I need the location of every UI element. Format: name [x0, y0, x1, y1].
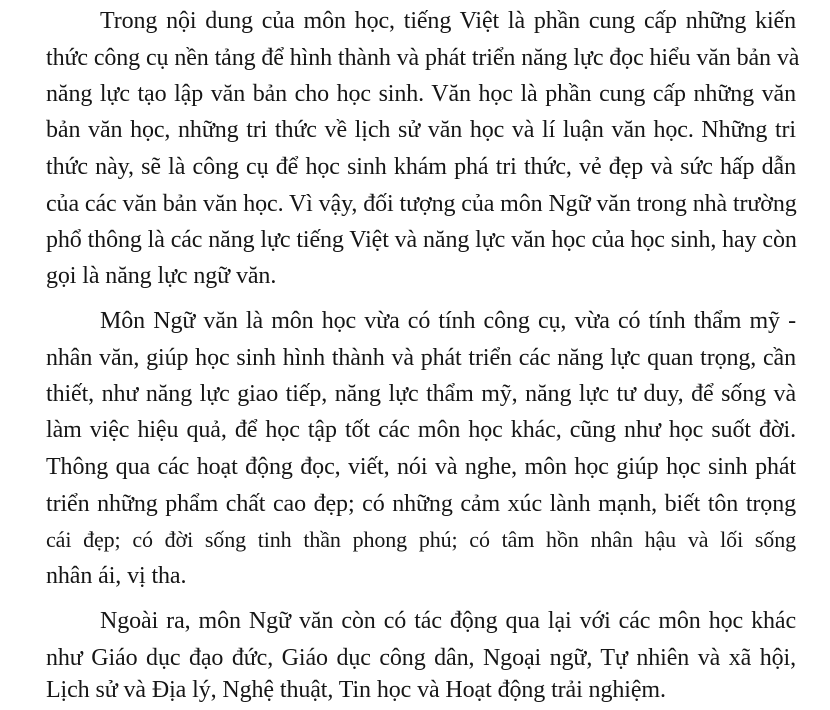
- paragraph-2-line-7: cái đẹp; có đời sống tinh thần phong phú; có tâm hồn nhân hậu và lối sống: [46, 527, 796, 552]
- paragraph-3-line-3: Lịch sử và Địa lý, Nghệ thuật, Tin học và Hoạt động trải nghiệm.: [46, 677, 666, 703]
- paragraph-1-line-4: bản văn học, những tri thức về lịch sử văn học và lí luận văn học. Những tri: [46, 117, 796, 143]
- paragraph-2-line-1: Môn Ngữ văn là môn học vừa có tính công cụ, vừa có tính thẩm mỹ -: [100, 308, 796, 334]
- paragraph-2-line-2: nhân văn, giúp học sinh hình thành và phát triển các năng lực quan trọng, cần: [46, 345, 796, 371]
- paragraph-1-line-5: thức này, sẽ là công cụ để học sinh khám phá tri thức, vẻ đẹp và sức hấp dẫn: [46, 154, 796, 180]
- paragraph-1-line-3: năng lực tạo lập văn bản cho học sinh. Văn học là phần cung cấp những văn: [46, 81, 796, 107]
- paragraph-1-line-1: Trong nội dung của môn học, tiếng Việt là phần cung cấp những kiến: [100, 8, 796, 34]
- paragraph-2-line-6: triển những phẩm chất cao đẹp; có những cảm xúc lành mạnh, biết tôn trọng: [46, 491, 796, 517]
- paragraph-1-line-2: thức công cụ nền tảng để hình thành và phát triển năng lực đọc hiểu văn bản và: [46, 45, 800, 71]
- paragraph-1-line-6: của các văn bản văn học. Vì vậy, đối tượng của môn Ngữ văn trong nhà trường: [46, 191, 797, 217]
- paragraph-3-line-1: Ngoài ra, môn Ngữ văn còn có tác động qua lại với các môn học khác: [100, 608, 796, 634]
- paragraph-2-line-3: thiết, như năng lực giao tiếp, năng lực thẩm mỹ, năng lực tư duy, để sống và: [46, 381, 796, 407]
- paragraph-2-line-8: nhân ái, vị tha.: [46, 563, 187, 589]
- paragraph-2-line-5: Thông qua các hoạt động đọc, viết, nói và nghe, môn học giúp học sinh phát: [46, 454, 796, 480]
- paragraph-1-line-8: gọi là năng lực ngữ văn.: [46, 263, 277, 289]
- paragraph-1-line-7: phổ thông là các năng lực tiếng Việt và năng lực văn học của học sinh, hay còn: [46, 227, 797, 253]
- paragraph-2-line-4: làm việc hiệu quả, để học tập tốt các môn học khác, cũng như học suốt đời.: [46, 417, 796, 443]
- paragraph-3-line-2: như Giáo dục đạo đức, Giáo dục công dân, Ngoại ngữ, Tự nhiên và xã hội,: [46, 645, 796, 671]
